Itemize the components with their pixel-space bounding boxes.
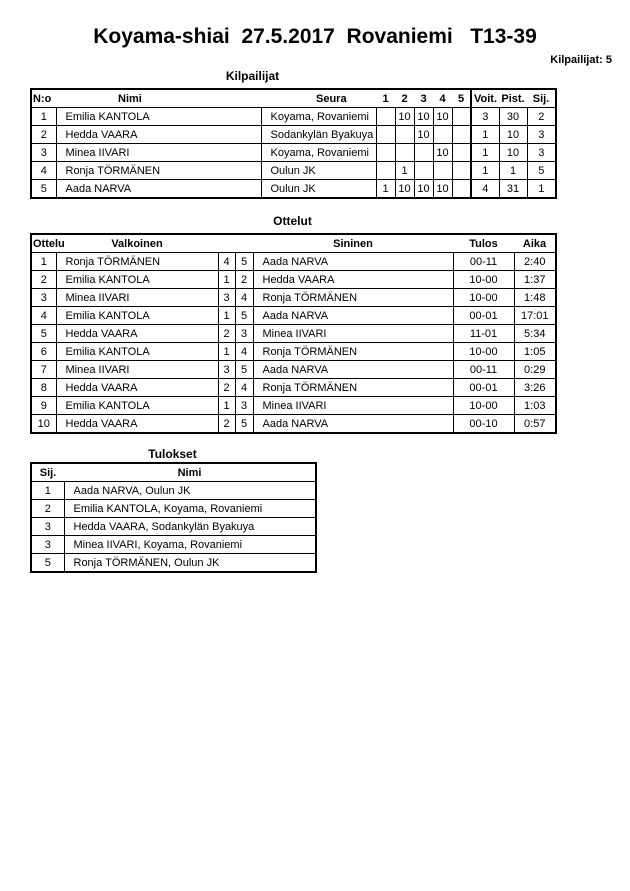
match-white-number: 3	[218, 361, 235, 379]
match-white-number: 1	[218, 343, 235, 361]
match-result: 10-00	[453, 397, 514, 415]
competitors-col-name: Nimi	[56, 89, 261, 108]
competitor-score-3	[414, 144, 433, 162]
match-number: 8	[31, 379, 56, 397]
match-result: 10-00	[453, 289, 514, 307]
match-blue-name: Hedda VAARA	[253, 271, 453, 289]
match-blue-number: 3	[235, 325, 253, 343]
competitor-row	[31, 108, 556, 126]
match-time: 0:29	[514, 361, 556, 379]
match-blue-name: Ronja TÖRMÄNEN	[253, 343, 453, 361]
competitor-name: Ronja TÖRMÄNEN	[56, 162, 261, 180]
match-blue-name: Minea IIVARI	[253, 325, 453, 343]
competitor-place: 3	[527, 126, 556, 144]
match-number: 10	[31, 415, 56, 434]
competitors-table	[30, 88, 557, 199]
competitor-score-5	[452, 108, 471, 126]
competitor-score-1	[376, 162, 395, 180]
result-place: 1	[31, 482, 64, 500]
competitor-score-5	[452, 126, 471, 144]
match-blue-number: 5	[235, 361, 253, 379]
competitor-points: 10	[499, 126, 527, 144]
match-result: 00-01	[453, 379, 514, 397]
competitor-points: 1	[499, 162, 527, 180]
matches-col-blue-no	[235, 234, 253, 253]
match-white-number: 2	[218, 379, 235, 397]
competitor-score-2: 1	[395, 162, 414, 180]
match-result: 00-11	[453, 361, 514, 379]
competitor-score-2: 10	[395, 180, 414, 199]
competitor-club: Koyama, Rovaniemi	[261, 144, 376, 162]
competitor-name: Emilia KANTOLA	[56, 108, 261, 126]
match-row	[31, 289, 556, 307]
competitors-col-1: 1	[376, 89, 395, 108]
match-result: 00-01	[453, 307, 514, 325]
match-time: 17:01	[514, 307, 556, 325]
match-blue-number: 4	[235, 289, 253, 307]
results-table	[30, 462, 317, 573]
match-time: 1:48	[514, 289, 556, 307]
result-place: 3	[31, 536, 64, 554]
competitor-score-4: 10	[433, 108, 452, 126]
competitor-score-3: 10	[414, 180, 433, 199]
competitors-col-5: 5	[452, 89, 471, 108]
match-row	[31, 361, 556, 379]
match-white-number: 3	[218, 289, 235, 307]
match-time: 0:57	[514, 415, 556, 434]
match-white-name: Hedda VAARA	[56, 325, 218, 343]
result-name: Emilia KANTOLA, Koyama, Rovaniemi	[64, 500, 316, 518]
competitors-col-points: Pist.	[499, 89, 527, 108]
result-name: Ronja TÖRMÄNEN, Oulun JK	[64, 554, 316, 573]
match-result: 11-01	[453, 325, 514, 343]
competitor-row	[31, 144, 556, 162]
match-white-name: Emilia KANTOLA	[56, 397, 218, 415]
matches-col-result: Tulos	[453, 234, 514, 253]
match-blue-number: 4	[235, 379, 253, 397]
match-row	[31, 307, 556, 325]
competitor-score-5	[452, 180, 471, 199]
result-place: 2	[31, 500, 64, 518]
competitor-score-2	[395, 126, 414, 144]
competitor-wins: 1	[471, 144, 499, 162]
match-blue-number: 3	[235, 397, 253, 415]
match-white-name: Emilia KANTOLA	[56, 307, 218, 325]
competitor-number: 1	[31, 108, 56, 126]
match-row	[31, 397, 556, 415]
match-blue-name: Ronja TÖRMÄNEN	[253, 289, 453, 307]
competitor-club: Oulun JK	[261, 162, 376, 180]
competitor-number: 4	[31, 162, 56, 180]
match-blue-name: Aada NARVA	[253, 253, 453, 271]
competitors-col-4: 4	[433, 89, 452, 108]
match-time: 5:34	[514, 325, 556, 343]
match-time: 1:05	[514, 343, 556, 361]
competitor-score-1	[376, 126, 395, 144]
match-white-number: 1	[218, 271, 235, 289]
competitor-place: 2	[527, 108, 556, 126]
match-result: 00-11	[453, 253, 514, 271]
match-time: 2:40	[514, 253, 556, 271]
match-number: 5	[31, 325, 56, 343]
match-white-name: Emilia KANTOLA	[56, 271, 218, 289]
match-number: 2	[31, 271, 56, 289]
matches-col-time: Aika	[514, 234, 556, 253]
competitor-wins: 1	[471, 126, 499, 144]
match-blue-name: Ronja TÖRMÄNEN	[253, 379, 453, 397]
match-blue-number: 5	[235, 307, 253, 325]
result-name: Minea IIVARI, Koyama, Rovaniemi	[64, 536, 316, 554]
competitors-header-row	[31, 89, 556, 108]
competitor-wins: 3	[471, 108, 499, 126]
competitor-score-4: 10	[433, 144, 452, 162]
competitor-number: 3	[31, 144, 56, 162]
result-row	[31, 482, 316, 500]
competitor-wins: 1	[471, 162, 499, 180]
competitor-number: 5	[31, 180, 56, 199]
competitor-name: Aada NARVA	[56, 180, 261, 199]
match-white-name: Hedda VAARA	[56, 415, 218, 434]
results-col-name: Nimi	[64, 463, 316, 482]
results-col-place: Sij.	[31, 463, 64, 482]
result-name: Hedda VAARA, Sodankylän Byakuya	[64, 518, 316, 536]
competitor-place: 5	[527, 162, 556, 180]
match-blue-number: 5	[235, 415, 253, 434]
competitor-club: Koyama, Rovaniemi	[261, 108, 376, 126]
competitor-score-5	[452, 144, 471, 162]
competitor-points: 10	[499, 144, 527, 162]
match-time: 1:03	[514, 397, 556, 415]
result-row	[31, 554, 316, 573]
competitor-score-1	[376, 144, 395, 162]
match-white-number: 2	[218, 325, 235, 343]
match-time: 1:37	[514, 271, 556, 289]
competitor-row	[31, 180, 556, 199]
match-number: 4	[31, 307, 56, 325]
page-title: Koyama-shiai 27.5.2017 Rovaniemi T13-39	[93, 25, 537, 48]
matches-heading: Ottelut	[273, 214, 312, 228]
match-blue-number: 2	[235, 271, 253, 289]
match-row	[31, 253, 556, 271]
competitors-col-club: Seura	[261, 89, 376, 108]
match-white-name: Minea IIVARI	[56, 289, 218, 307]
matches-table	[30, 233, 557, 434]
competitors-col-2: 2	[395, 89, 414, 108]
match-number: 9	[31, 397, 56, 415]
match-result: 00-10	[453, 415, 514, 434]
match-blue-number: 5	[235, 253, 253, 271]
result-place: 3	[31, 518, 64, 536]
competitor-club: Oulun JK	[261, 180, 376, 199]
match-white-name: Minea IIVARI	[56, 361, 218, 379]
competitor-score-3: 10	[414, 108, 433, 126]
result-place: 5	[31, 554, 64, 573]
competitor-row	[31, 126, 556, 144]
match-result: 10-00	[453, 343, 514, 361]
match-row	[31, 325, 556, 343]
competitor-name: Hedda VAARA	[56, 126, 261, 144]
match-blue-number: 4	[235, 343, 253, 361]
competitor-score-4	[433, 126, 452, 144]
competitor-number: 2	[31, 126, 56, 144]
competitor-score-3	[414, 162, 433, 180]
match-row	[31, 271, 556, 289]
competitor-score-2	[395, 144, 414, 162]
match-white-number: 1	[218, 307, 235, 325]
result-name: Aada NARVA, Oulun JK	[64, 482, 316, 500]
matches-header-row	[31, 234, 556, 253]
matches-col-white: Valkoinen	[56, 234, 218, 253]
matches-col-match: Ottelu	[31, 234, 56, 253]
matches-col-blue: Sininen	[253, 234, 453, 253]
match-blue-name: Aada NARVA	[253, 307, 453, 325]
result-row	[31, 518, 316, 536]
match-number: 7	[31, 361, 56, 379]
match-number: 1	[31, 253, 56, 271]
competitors-heading: Kilpailijat	[225, 69, 280, 83]
competitor-score-1: 1	[376, 180, 395, 199]
competitor-score-3: 10	[414, 126, 433, 144]
competitors-col-3: 3	[414, 89, 433, 108]
match-blue-name: Minea IIVARI	[253, 397, 453, 415]
match-white-number: 2	[218, 415, 235, 434]
match-result: 10-00	[453, 271, 514, 289]
competitor-wins: 4	[471, 180, 499, 199]
match-white-name: Emilia KANTOLA	[56, 343, 218, 361]
results-header-row	[31, 463, 316, 482]
match-white-number: 1	[218, 397, 235, 415]
result-row	[31, 500, 316, 518]
competitor-score-4: 10	[433, 180, 452, 199]
competitor-points: 30	[499, 108, 527, 126]
match-time: 3:26	[514, 379, 556, 397]
competitor-row	[31, 162, 556, 180]
competitor-score-1	[376, 108, 395, 126]
match-number: 6	[31, 343, 56, 361]
match-number: 3	[31, 289, 56, 307]
match-white-name: Hedda VAARA	[56, 379, 218, 397]
results-heading: Tulokset	[148, 447, 197, 461]
competitor-points: 31	[499, 180, 527, 199]
matches-col-white-no	[218, 234, 235, 253]
competitor-place: 1	[527, 180, 556, 199]
competitor-place: 3	[527, 144, 556, 162]
result-row	[31, 536, 316, 554]
participants-count: Kilpailijat: 5	[550, 54, 612, 66]
competitors-col-place: Sij.	[527, 89, 556, 108]
competitor-score-4	[433, 162, 452, 180]
competitor-club: Sodankylän Byakuya	[261, 126, 376, 144]
match-white-name: Ronja TÖRMÄNEN	[56, 253, 218, 271]
competitors-col-wins: Voit.	[471, 89, 499, 108]
competitor-score-2: 10	[395, 108, 414, 126]
match-white-number: 4	[218, 253, 235, 271]
match-row	[31, 343, 556, 361]
match-row	[31, 415, 556, 434]
competitor-name: Minea IIVARI	[56, 144, 261, 162]
match-row	[31, 379, 556, 397]
match-blue-name: Aada NARVA	[253, 361, 453, 379]
competitors-col-no: N:o	[31, 89, 56, 108]
match-blue-name: Aada NARVA	[253, 415, 453, 434]
competitor-score-5	[452, 162, 471, 180]
